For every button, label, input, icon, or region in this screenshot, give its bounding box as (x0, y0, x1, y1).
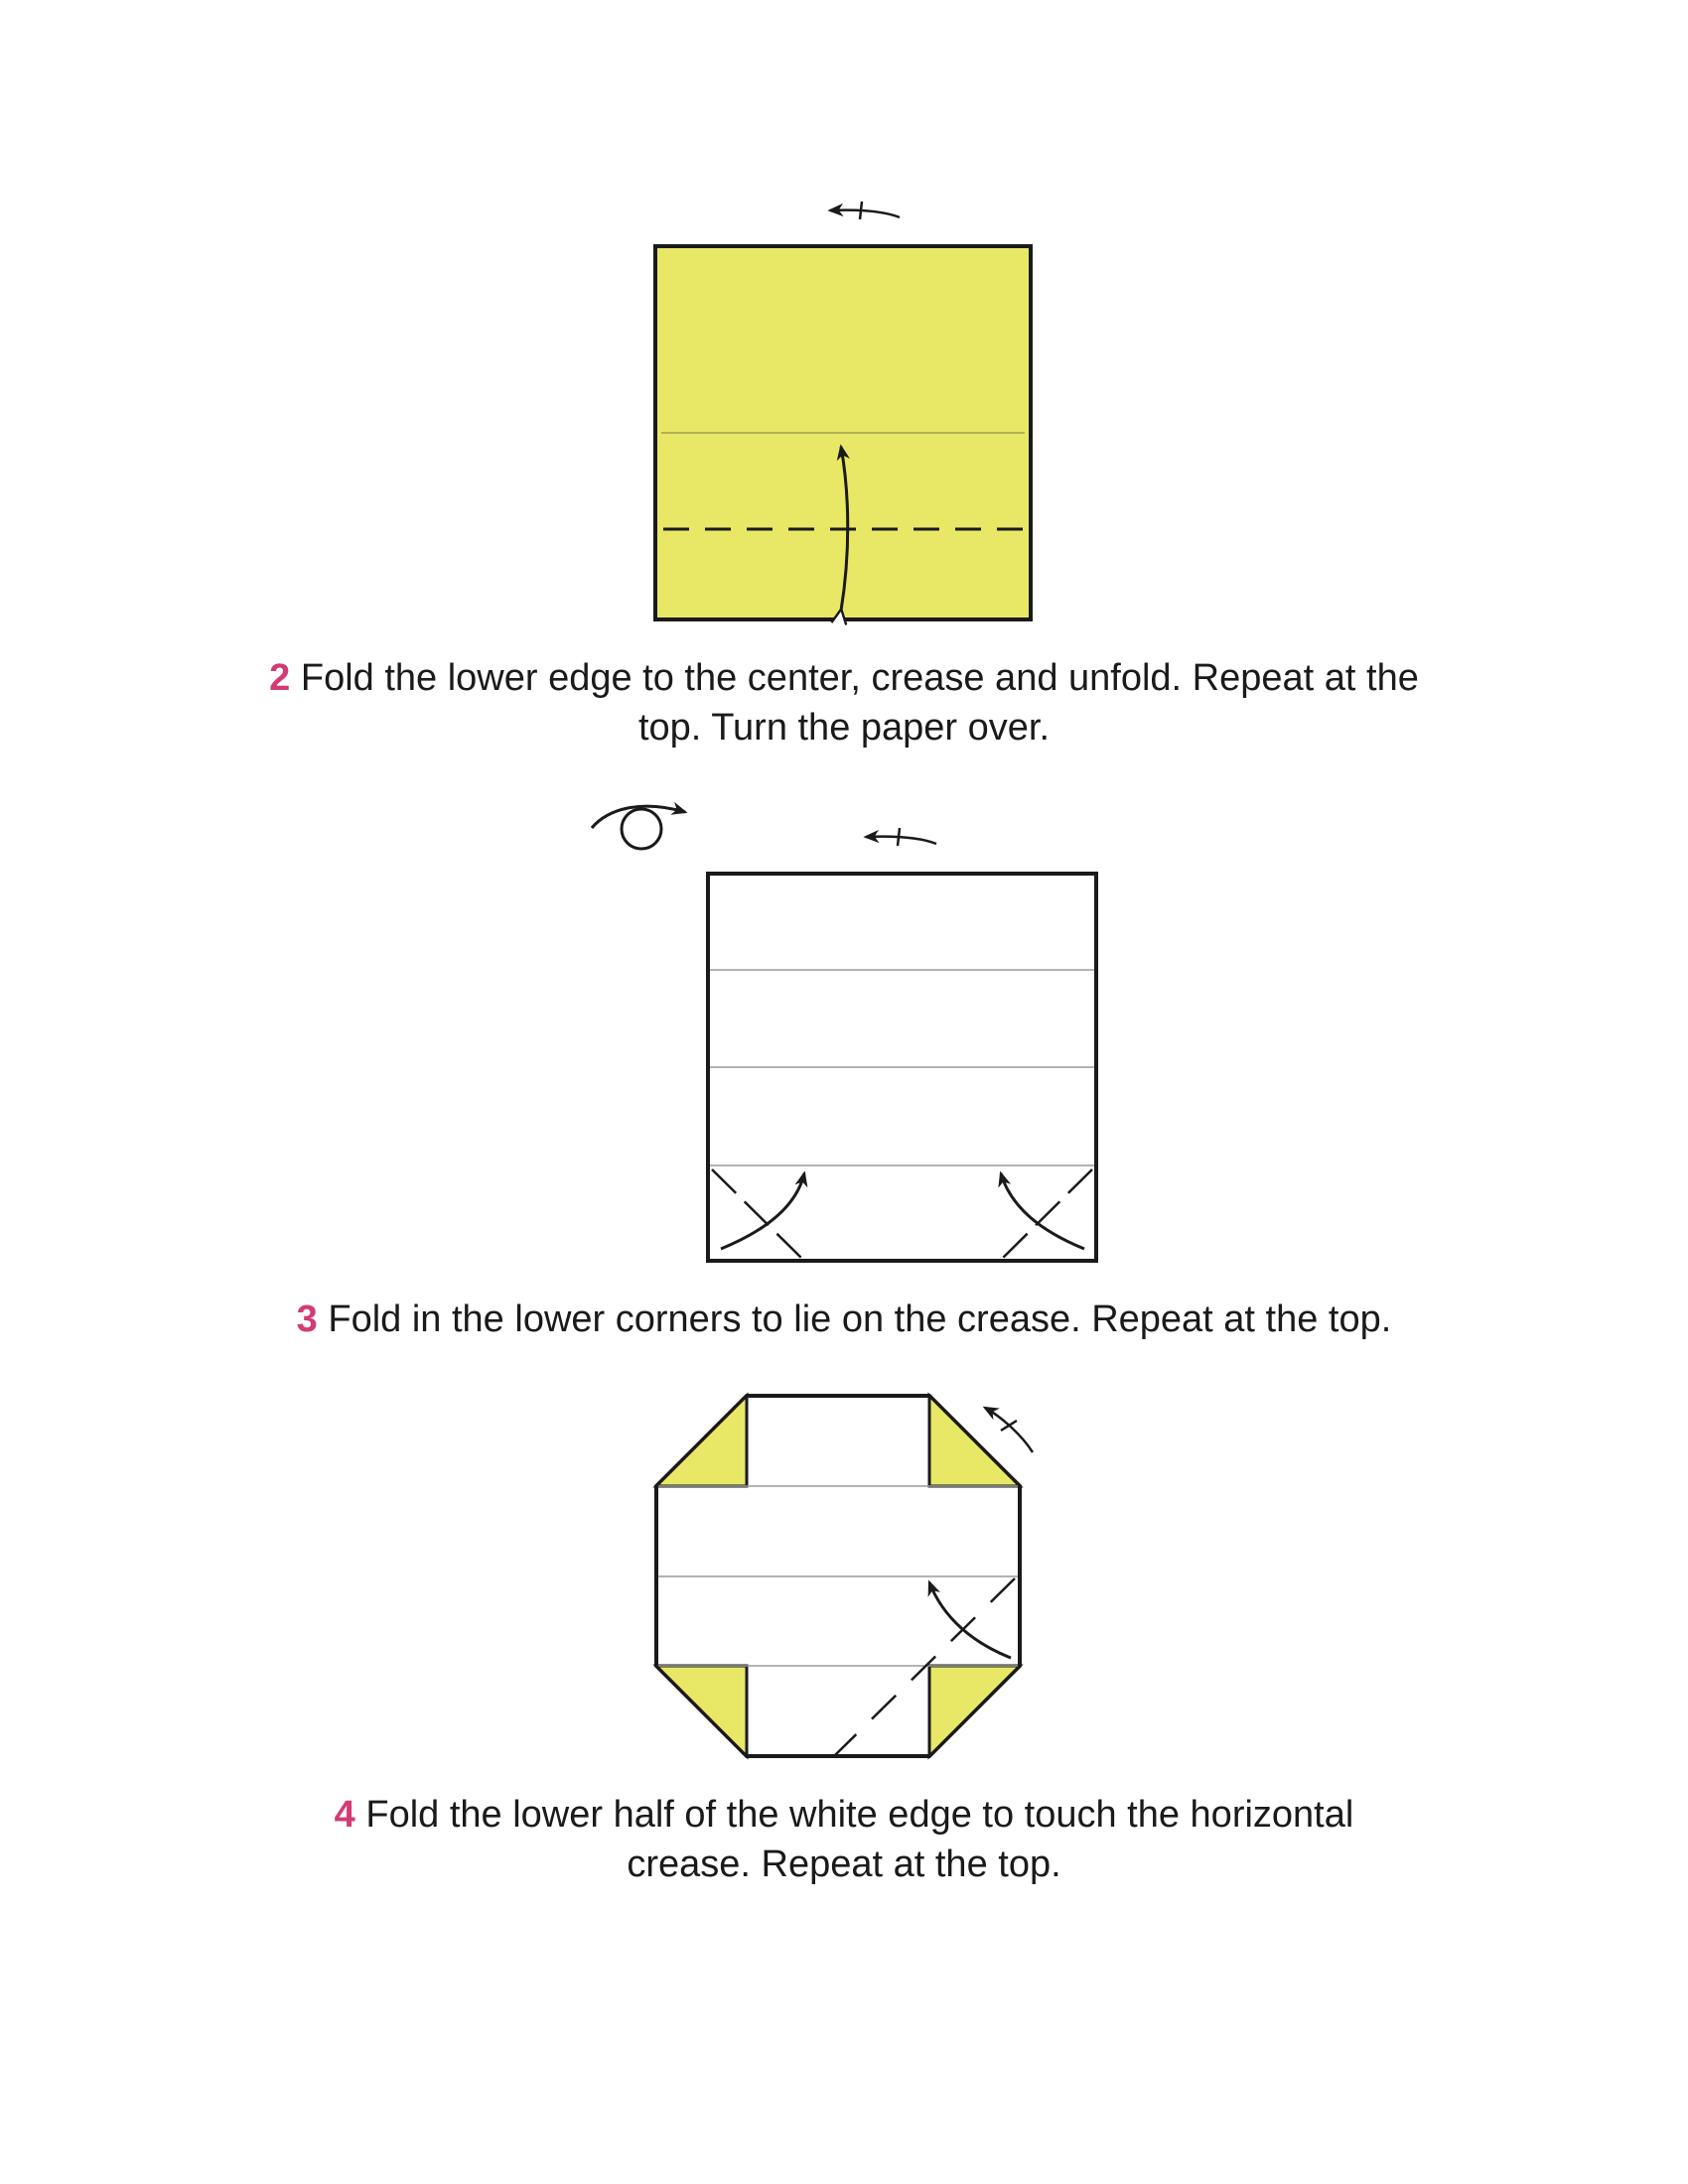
corner-flap-bottom-right (929, 1666, 1020, 1756)
step-text: Fold in the lower corners to lie on the crease. Repeat at the top. (328, 1298, 1392, 1340)
corner-flap-top-right (929, 1396, 1020, 1486)
step-text: Fold the lower edge to the center, crease and unfold. Repeat at the (300, 657, 1419, 699)
half-fold-icon (866, 828, 936, 846)
turn-over-icon (592, 806, 685, 849)
diagram-3 (656, 1396, 1033, 1756)
corner-flap-bottom-left (656, 1666, 747, 1756)
step-4-caption (0, 1790, 1688, 1889)
corner-flap-top-left (656, 1396, 747, 1486)
diagram-1 (655, 202, 1031, 619)
step-number: 4 (334, 1794, 355, 1836)
step-3-caption (0, 1295, 1688, 1344)
step-2-caption (0, 653, 1688, 752)
step-text: Fold the lower half of the white edge to touch the horizontal (365, 1794, 1354, 1836)
half-fold-icon (985, 1408, 1033, 1452)
step-number: 2 (269, 657, 291, 699)
diagram-2 (592, 806, 1096, 1261)
step-text: top. Turn the paper over. (637, 707, 1051, 749)
step-text: crease. Repeat at the top. (627, 1843, 1061, 1885)
step-number: 3 (296, 1298, 318, 1340)
half-fold-icon (830, 202, 900, 219)
